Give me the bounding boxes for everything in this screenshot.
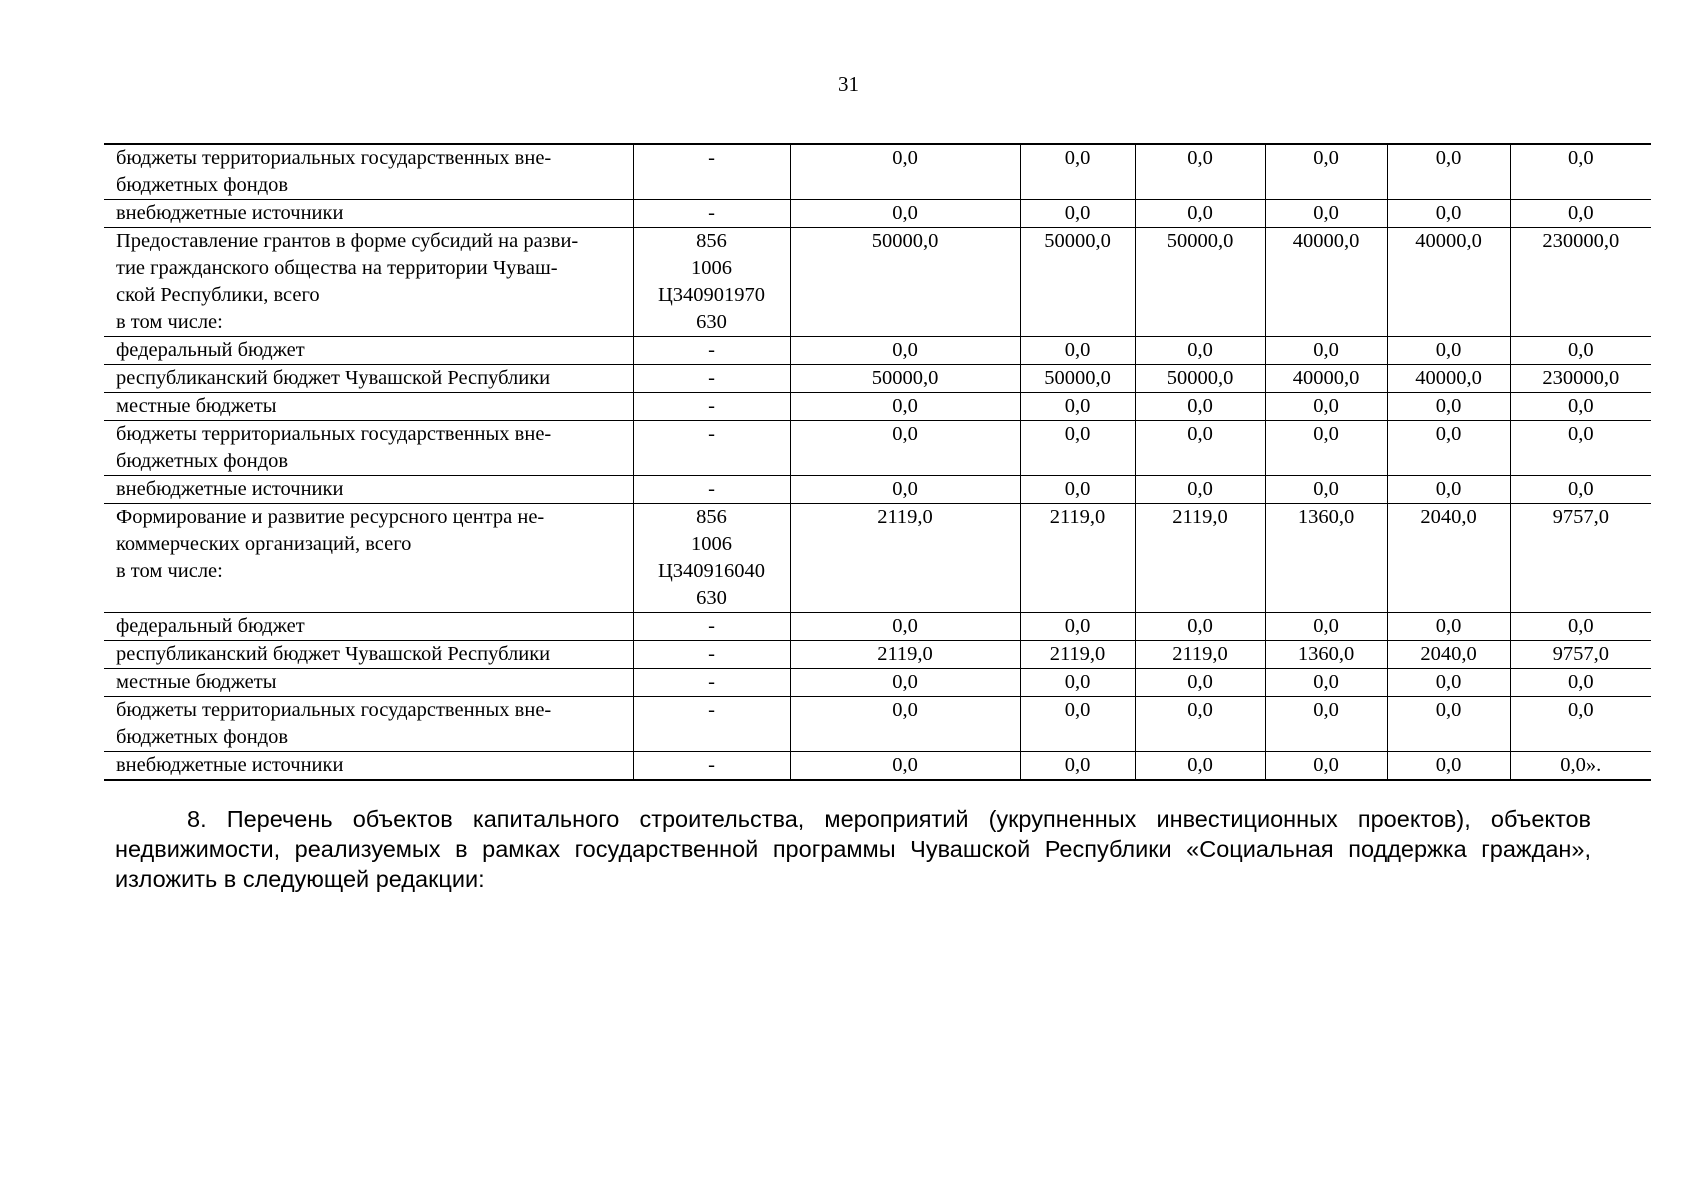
table-row [104,365,1651,393]
amount-cell: 0,0 [1020,613,1135,641]
amount-cell: 0,0 [1265,393,1387,421]
budget-code-line: Ц340901970 [657,284,766,306]
row-label-line: бюджеты территориальных государственных вне- [116,423,552,445]
row-label-line: бюджеты территориальных государственных вне- [116,147,552,169]
budget-code-line: 856 [696,230,727,252]
budget-code-line: - [708,339,715,361]
amount-cell: 2119,0 [1020,504,1135,613]
amount-cell: 0,0 [1020,337,1135,365]
row-label-line: внебюджетные источники [116,202,344,224]
budget-code [633,200,790,228]
amount-cell: 0,0 [1020,200,1135,228]
row-label-line: федеральный бюджет [116,615,305,637]
amount-cell: 0,0 [1020,393,1135,421]
amount-cell: 0,0 [790,421,1020,476]
amount-cell: 0,0 [1135,144,1265,200]
amount-cell: 0,0 [1265,421,1387,476]
budget-code [633,337,790,365]
row-label [104,365,633,393]
budget-code [633,228,790,337]
amount-cell: 0,0 [790,613,1020,641]
budget-code-line: - [708,395,715,417]
page-number: 31 [838,72,859,96]
amount-cell: 2119,0 [1135,641,1265,669]
row-label-line: коммерческих организаций, всего [116,533,412,555]
row-label-line: внебюджетные источники [116,754,344,776]
amount-cell: 40000,0 [1265,365,1387,393]
amount-cell: 0,0 [1135,337,1265,365]
amount-cell: 9757,0 [1510,641,1651,669]
row-label [104,697,633,752]
amount-cell: 0,0 [1265,200,1387,228]
amount-cell: 0,0 [1135,421,1265,476]
row-label-line: в том числе: [116,560,223,582]
amount-cell: 230000,0 [1510,228,1651,337]
budget-code-line: - [708,643,715,665]
amount-cell: 0,0 [1510,613,1651,641]
amount-cell: 0,0 [790,200,1020,228]
amount-cell: 0,0 [1510,669,1651,697]
amount-cell: 0,0 [1020,144,1135,200]
amount-cell: 0,0 [1135,752,1265,781]
amount-cell: 0,0 [790,697,1020,752]
amount-cell: 0,0 [1510,337,1651,365]
amount-cell: 0,0 [790,337,1020,365]
row-label-line: бюджеты территориальных государственных вне- [116,699,552,721]
amount-cell: 0,0 [1135,697,1265,752]
budget-code-line: - [708,671,715,693]
amount-cell: 0,0 [790,752,1020,781]
budget-code [633,752,790,781]
table-row [104,337,1651,365]
amount-cell: 50000,0 [1020,365,1135,393]
amount-cell: 2119,0 [790,504,1020,613]
table-row [104,641,1651,669]
budget-code [633,144,790,200]
amount-cell: 0,0 [1387,337,1510,365]
amount-cell: 0,0 [1510,476,1651,504]
amount-cell: 0,0 [1265,613,1387,641]
row-label-line: местные бюджеты [116,671,277,693]
row-label [104,144,633,200]
table-row [104,669,1651,697]
budget-code-line: - [708,367,715,389]
budget-code-line: - [708,423,715,445]
amount-cell: 0,0 [1387,752,1510,781]
amount-cell: 0,0 [1510,697,1651,752]
budget-code [633,613,790,641]
budget-code-line: 856 [696,506,727,528]
amount-cell: 0,0 [1265,337,1387,365]
amount-cell: 0,0 [1265,144,1387,200]
table-row [104,476,1651,504]
row-label-line: республиканский бюджет Чувашской Республики [116,367,551,389]
amount-cell: 2119,0 [1135,504,1265,613]
budget-code-line: 630 [696,311,727,333]
budget-code [633,476,790,504]
row-label-line: местные бюджеты [116,395,277,417]
amount-cell: 0,0 [1510,393,1651,421]
budget-code [633,669,790,697]
amount-cell: 0,0 [1510,144,1651,200]
amount-cell: 0,0 [1387,421,1510,476]
row-label [104,752,633,781]
row-label [104,504,633,613]
section-8-paragraph: 8. Перечень объектов капитального строительства, мероприятий (укрупненных инвестиционных проектов), объектов недвижимости, реализуемых в рамках государственной программы Чувашской Республики «Социальная поддержка граждан», изложить в следующей редакции: [115,806,1591,892]
row-label-line: тие гражданского общества на территории Чуваш- [116,257,558,279]
amount-cell: 0,0 [1020,669,1135,697]
amount-cell: 0,0 [1020,421,1135,476]
row-label-line: Предоставление грантов в форме субсидий на разви- [116,230,579,252]
budget-code-line: 1006 [691,257,732,279]
row-label-line: бюджетных фондов [116,726,289,748]
budget-code [633,365,790,393]
amount-cell: 0,0 [1387,476,1510,504]
amount-cell: 0,0 [1265,476,1387,504]
amount-cell: 0,0 [1510,421,1651,476]
table-row [104,200,1651,228]
amount-cell: 50000,0 [1020,228,1135,337]
amount-cell: 0,0 [1020,752,1135,781]
row-label-line: бюджетных фондов [116,450,289,472]
budget-code [633,697,790,752]
amount-cell: 0,0 [1135,613,1265,641]
budget-code [633,641,790,669]
row-label [104,228,633,337]
table-row [104,228,1651,337]
table-row [104,393,1651,421]
table-row [104,697,1651,752]
row-label-line: бюджетных фондов [116,174,289,196]
amount-cell: 0,0 [1387,669,1510,697]
row-label-line: федеральный бюджет [116,339,305,361]
amount-cell: 0,0 [1265,697,1387,752]
amount-cell: 2040,0 [1387,641,1510,669]
table-row [104,752,1651,781]
amount-cell: 50000,0 [1135,228,1265,337]
amount-cell: 0,0 [790,476,1020,504]
amount-cell: 1360,0 [1265,504,1387,613]
budget-code-line: - [708,147,715,169]
amount-cell: 0,0 [1135,393,1265,421]
row-label-line: в том числе: [116,311,223,333]
budget-table [104,143,1651,781]
row-label-line: внебюджетные источники [116,478,344,500]
amount-cell: 40000,0 [1387,228,1510,337]
amount-cell: 9757,0 [1510,504,1651,613]
budget-code-line: Ц340916040 [657,560,766,582]
budget-code [633,421,790,476]
amount-cell: 0,0 [1510,200,1651,228]
amount-cell: 2040,0 [1387,504,1510,613]
table-row [104,504,1651,613]
row-label [104,393,633,421]
amount-cell: 0,0 [1387,393,1510,421]
row-label [104,421,633,476]
amount-cell: 0,0 [1387,613,1510,641]
amount-cell: 230000,0 [1510,365,1651,393]
amount-cell: 50000,0 [790,365,1020,393]
row-label [104,669,633,697]
row-label [104,337,633,365]
row-label-line: Формирование и развитие ресурсного центра не- [116,506,545,528]
budget-code-line: - [708,202,715,224]
table-row [104,421,1651,476]
budget-code-line: 630 [696,587,727,609]
row-label [104,476,633,504]
amount-cell: 50000,0 [790,228,1020,337]
row-label-line: республиканский бюджет Чувашской Республики [116,643,551,665]
amount-cell: 40000,0 [1265,228,1387,337]
amount-cell: 0,0 [790,393,1020,421]
amount-cell: 1360,0 [1265,641,1387,669]
amount-cell: 0,0 [1387,200,1510,228]
amount-cell: 0,0 [1387,144,1510,200]
row-label [104,200,633,228]
row-label [104,641,633,669]
row-label-line: ской Республики, всего [116,284,320,306]
amount-cell: 0,0 [1020,476,1135,504]
budget-code-line: - [708,699,715,721]
budget-code [633,504,790,613]
budget-code-line: - [708,615,715,637]
amount-cell: 2119,0 [790,641,1020,669]
table-row [104,613,1651,641]
amount-cell: 40000,0 [1387,365,1510,393]
amount-cell: 0,0». [1510,752,1651,781]
amount-cell: 0,0 [1020,697,1135,752]
budget-code-line: 1006 [691,533,732,555]
amount-cell: 50000,0 [1135,365,1265,393]
table-row [104,144,1651,200]
budget-code-line: - [708,478,715,500]
amount-cell: 0,0 [790,144,1020,200]
amount-cell: 0,0 [1135,476,1265,504]
amount-cell: 2119,0 [1020,641,1135,669]
amount-cell: 0,0 [1265,752,1387,781]
amount-cell: 0,0 [1387,697,1510,752]
budget-code [633,393,790,421]
budget-code-line: - [708,754,715,776]
row-label [104,613,633,641]
amount-cell: 0,0 [1265,669,1387,697]
amount-cell: 0,0 [790,669,1020,697]
amount-cell: 0,0 [1135,200,1265,228]
amount-cell: 0,0 [1135,669,1265,697]
